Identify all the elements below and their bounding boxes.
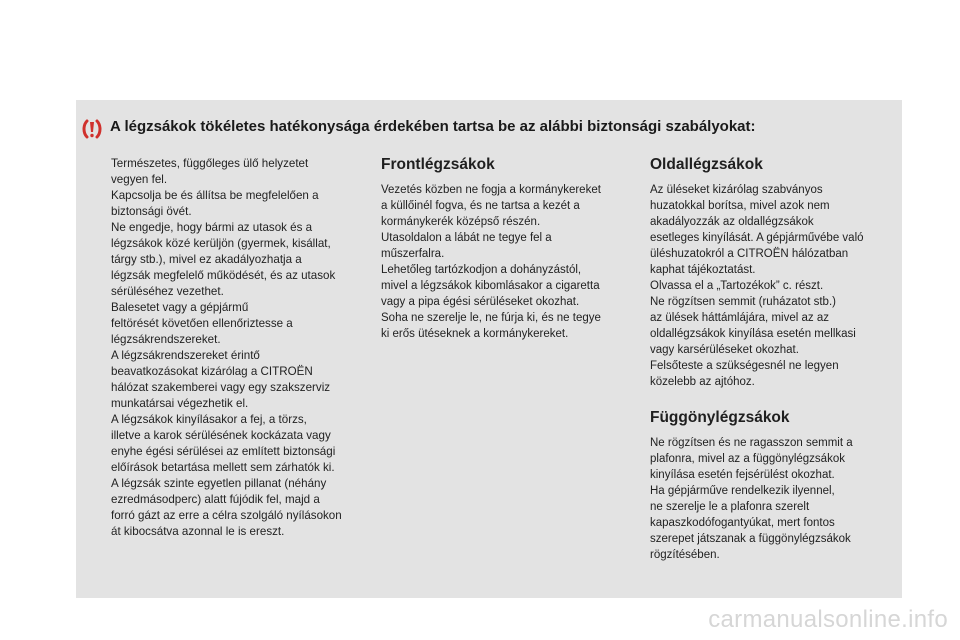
page-title: A légzsákok tökéletes hatékonysága érdekében tartsa be az alábbi biztonsági szabályokat: <box>110 118 756 135</box>
warning-icon <box>81 119 103 139</box>
side-airbags-heading: Oldallégzsákok <box>650 156 763 173</box>
curtain-airbags-heading: Függönylégzsákok <box>650 409 790 426</box>
general-rules-column <box>111 156 361 540</box>
front-airbags-heading: Frontlégzsákok <box>381 156 495 173</box>
side-airbags-section <box>650 156 890 390</box>
front-airbags-text: Vezetés közben ne fogja a kormánykereket a küllőinél fogva, és ne tartsa a kezét a kormánykerék középső részén. Utasoldalon a lábát ne tegye fel a műszerfalra. Lehetőleg tartózkodjon a dohányzástól, mivel a légzsákok kibomlásakor a cigaretta vagy a pipa égési sérüléseket okozhat. Soha ne szerelje le, ne fúrja ki, és ne tegye ki erős ütéseknek a kormánykereket. <box>381 184 601 340</box>
watermark: carmanualsonline.info <box>708 606 948 633</box>
front-airbags-section <box>381 156 629 342</box>
general-rules-text: Természetes, függőleges ülő helyzetet vegyen fel. Kapcsolja be és állítsa be megfelelően a biztonsági övét. Ne engedje, hogy bármi az utasok és a légzsákok közé kerüljön (gyermek, kisállat, tárgy stb.), mivel ez akadályozhatja a légzsák megfelelő működését, és az utasok sérüléséhez vezethet. Balesetet vagy a gépjármű feltörését követően ellenőriztesse a légzsákrendszereket. A légzsákrendszereket érintő beavatkozásokat kizárólag a CITROËN hálózat szakemberei vagy egy szakszerviz munkatársai végezhetik el. A légzsákok kinyílásakor a fej, a törzs, illetve a karok sérülésének kockázata vagy enyhe égési sérülései az említett biztonsági előírások betartása mellett sem zárhatók ki. A légzsák szinte egyetlen pillanat (néhány ezredmásodperc) alatt fújódik fel, majd a forró gázt az erre a célra szolgáló nyílásokon át kibocsátva azonnal le is ereszt. <box>111 157 342 538</box>
side-airbags-text: Az üléseket kizárólag szabványos huzatokkal borítsa, mivel azok nem akadályozzák az oldallégzsákok esetleges kinyílását. A gépjárművébe való üléshuzatokról a CITROËN hálózatban kaphat tájékoztatást. Olvassa el a „Tartozékok” c. részt. Ne rögzítsen semmit (ruházatot stb.) az ülések háttámlájára, mivel az az oldallégzsákok kinyílása esetén mellkasi vagy karsérüléseket okozhat. Felsőteste a szükségesnél ne legyen közelebb az ajtóhoz. <box>650 184 864 388</box>
curtain-airbags-text: Ne rögzítsen és ne ragasszon semmit a plafonra, mivel az a függönylégzsákok kinyílása esetén fejsérülést okozhat. Ha gépjárműve rendelkezik ilyennel, ne szerelje le a plafonra szerelt kapaszkodófogantyúkat, mert fontos szerepet játszanak a függönylégzsákok rögzítésében. <box>650 437 853 561</box>
curtain-airbags-section <box>650 409 890 563</box>
